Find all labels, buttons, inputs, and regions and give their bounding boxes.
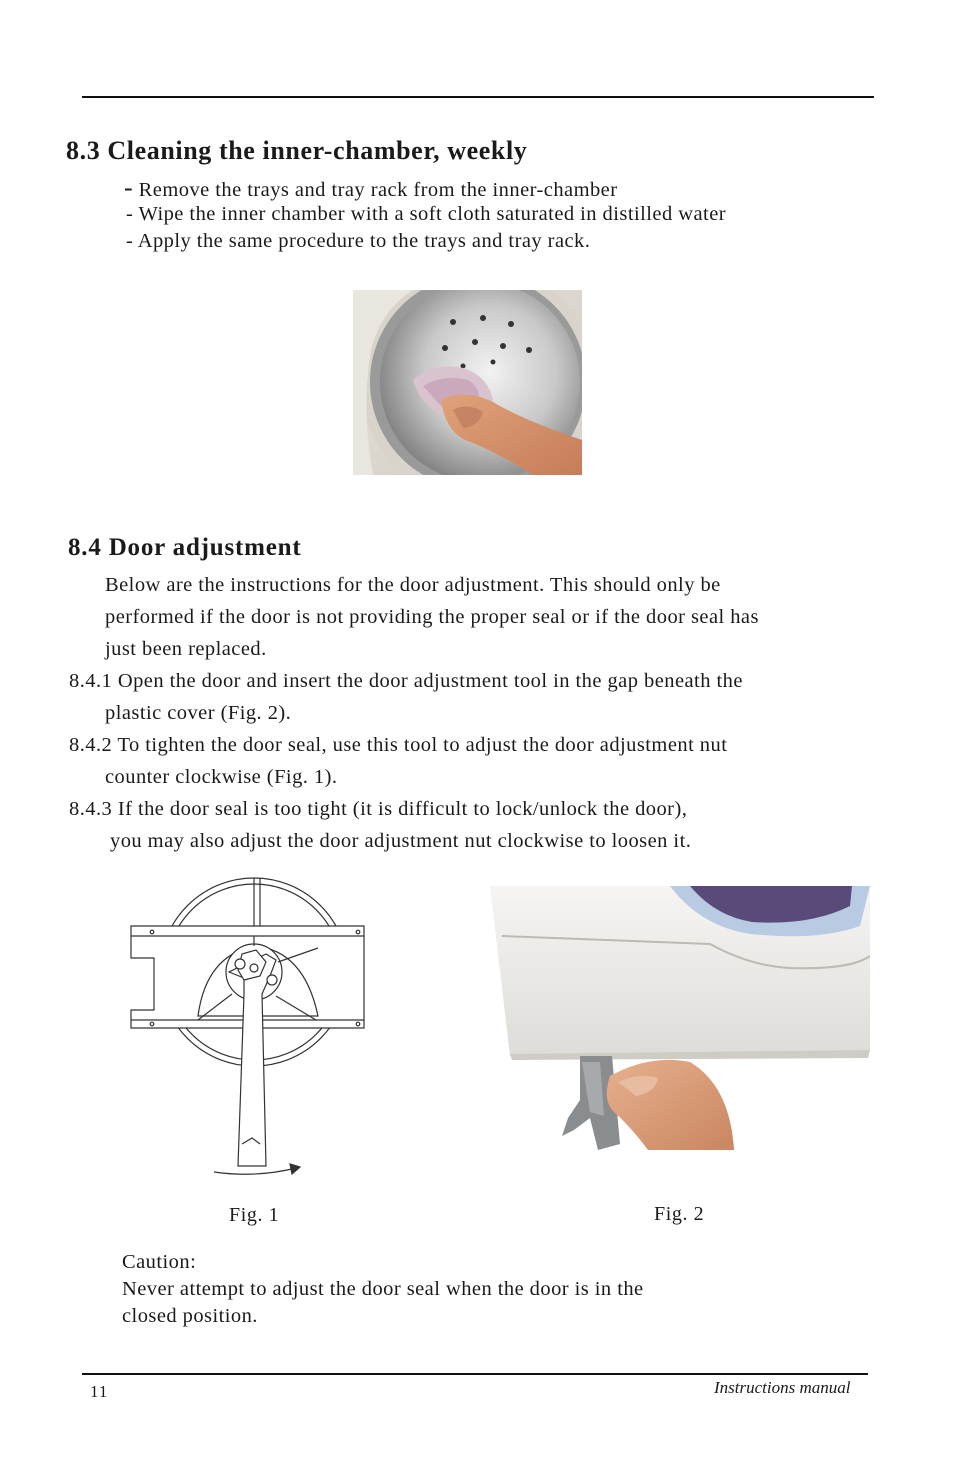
step-8-4-1-line-1: 8.4.1 Open the door and insert the door adjustment tool in the gap beneath the (69, 670, 743, 692)
chamber-cleaning-photo (353, 290, 582, 475)
step-8-4-3-line-2: you may also adjust the door adjustment nut clockwise to loosen it. (110, 830, 692, 852)
section-8-3-heading: 8.3 Cleaning the inner-chamber, weekly (66, 136, 528, 165)
section-8-4-heading: 8.4 Door adjustment (68, 534, 302, 561)
intro-line-1: Below are the instructions for the door adjustment. This should only be (105, 574, 721, 596)
bullet-apply-procedure: - Apply the same procedure to the trays and tray rack. (126, 230, 591, 252)
caution-label: Caution: (122, 1251, 197, 1273)
intro-line-2: performed if the door is not providing the proper seal or if the door seal has (105, 606, 759, 628)
intro-line-3: just been replaced. (105, 638, 267, 660)
step-8-4-2-line-2: counter clockwise (Fig. 1). (105, 766, 338, 788)
caution-line-1: Never attempt to adjust the door seal when the door is in the (122, 1278, 644, 1300)
manual-title: Instructions manual (714, 1378, 851, 1397)
tool-insertion-photo (490, 886, 870, 1150)
bullet-remove-trays (124, 175, 618, 201)
bullet-dash: - (124, 173, 134, 202)
fig-1-caption: Fig. 1 (229, 1204, 280, 1226)
step-8-4-1-line-2: plastic cover (Fig. 2). (105, 702, 292, 724)
step-8-4-3-line-1: 8.4.3 If the door seal is too tight (it is difficult to lock/unlock the door), (69, 798, 688, 820)
bullet-wipe-chamber: - Wipe the inner chamber with a soft cloth saturated in distilled water (126, 203, 727, 225)
bullet-remove-trays-text: Remove the trays and tray rack from the inner-chamber (133, 179, 618, 201)
page-number: 11 (90, 1382, 109, 1401)
step-8-4-2-line-1: 8.4.2 To tighten the door seal, use this tool to adjust the door adjustment nut (69, 734, 728, 756)
door-adjustment-diagram (126, 876, 370, 1178)
bottom-rule (82, 1373, 868, 1375)
caution-line-2: closed position. (122, 1305, 258, 1327)
fig-2-caption: Fig. 2 (654, 1203, 705, 1225)
top-rule (82, 96, 874, 98)
